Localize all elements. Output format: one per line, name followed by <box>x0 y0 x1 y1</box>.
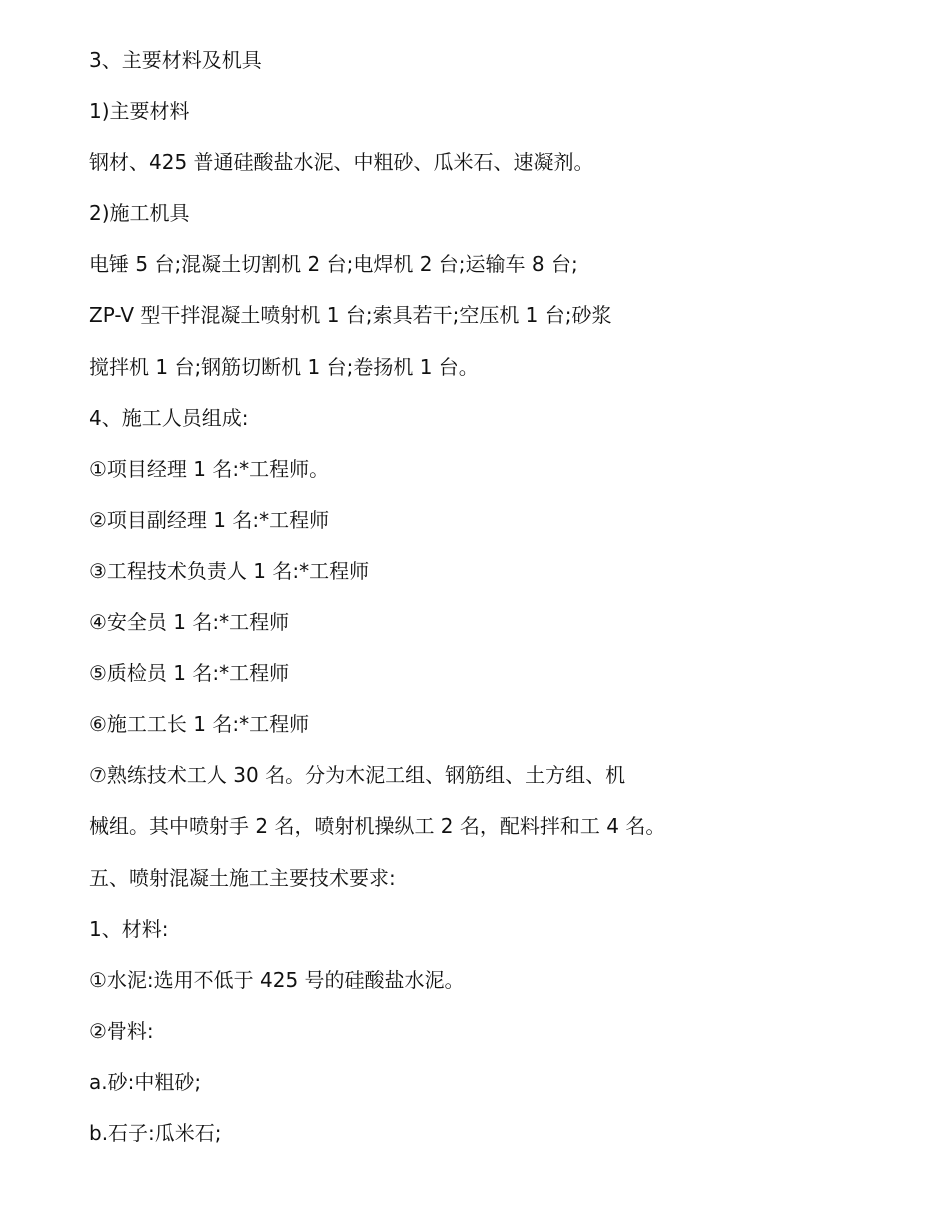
paragraph-equipment-list: ZP-V 型干拌混凝土喷射机 1 台;索具若干;空压机 1 台;砂浆 <box>89 303 612 328</box>
subheading-construction-equipment: 2)施工机具 <box>89 201 190 226</box>
document-body <box>89 44 909 1168</box>
list-item: ①水泥:选用不低于 425 号的硅酸盐水泥。 <box>89 967 465 992</box>
subheading-materials: 1、材料: <box>89 916 169 941</box>
paragraph-equipment-list: 电锤 5 台;混凝土切割机 2 台;电焊机 2 台;运输车 8 台; <box>89 252 578 277</box>
heading-personnel: 4、施工人员组成: <box>89 405 249 430</box>
paragraph-materials-list: 钢材、425 普通硅酸盐水泥、中粗砂、瓜米石、速凝剂。 <box>89 150 594 175</box>
paragraph-equipment-list: 搅拌机 1 台;钢筋切断机 1 台;卷扬机 1 台。 <box>89 354 479 379</box>
heading-technical-requirements: 五、喷射混凝土施工主要技术要求: <box>89 865 396 890</box>
list-item: ⑥施工工长 1 名:*工程师 <box>89 712 310 737</box>
list-item: ⑦熟练技术工人 30 名。分为木泥工组、钢筋组、土方组、机 <box>89 763 626 788</box>
subheading-main-materials: 1)主要材料 <box>89 99 190 124</box>
heading-materials-and-equipment: 3、主要材料及机具 <box>89 48 262 72</box>
list-item: b.石子:瓜米石; <box>89 1120 222 1145</box>
list-item: ⑤质检员 1 名:*工程师 <box>89 661 290 686</box>
list-item: ③工程技术负责人 1 名:*工程师 <box>89 558 370 583</box>
list-item: ①项目经理 1 名:*工程师。 <box>89 456 330 481</box>
list-item: a.砂:中粗砂; <box>89 1069 202 1094</box>
list-item: ④安全员 1 名:*工程师 <box>89 610 290 635</box>
list-item: ②骨料: <box>89 1018 154 1043</box>
list-item: 械组。其中喷射手 2 名，喷射机操纵工 2 名，配料拌和工 4 名。 <box>89 814 666 839</box>
list-item: ②项目副经理 1 名:*工程师 <box>89 507 330 532</box>
